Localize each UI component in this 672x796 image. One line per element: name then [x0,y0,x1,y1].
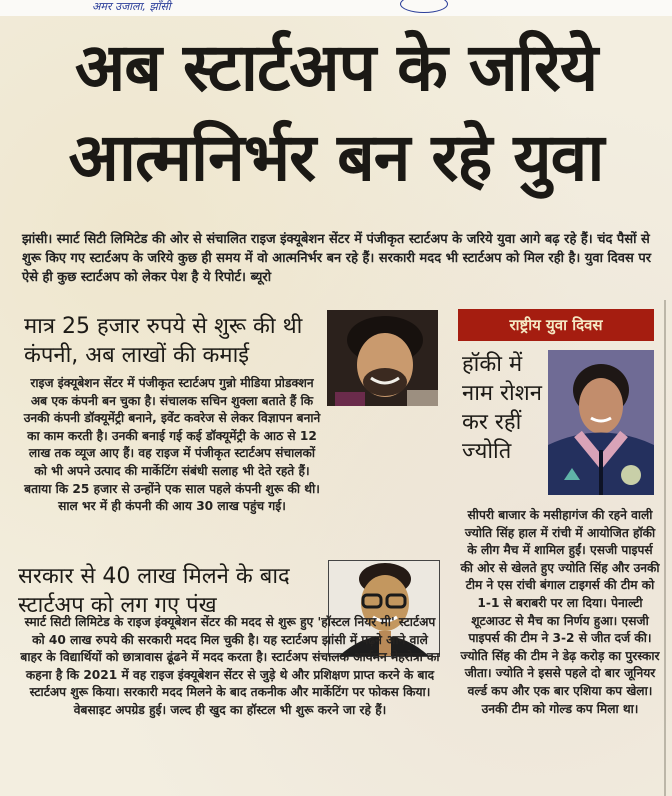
story-1-body: राइज इंक्यूबेशन सेंटर में पंजीकृत स्टार्टअप गुन्नो मीडिया प्रोडक्शन अब एक कंपनी बन चुका है। संचालक सचिन शुक्ला बताते हैं कि उनकी कंपनी डॉक्यूमेंट्री बनाने, इवेंट कवरेज से लेकर विज्ञापन बनाने का काम करती है। उनकी बनाई गई कई डॉक्यूमेंट्री के आठ से 12 लाख तक व्यूज आए हैं। वह राइज में पंजीकृत स्टार्टअप संचालकों को भी अपने उत्पाद की मार्केटिंग संबंधी सलाह भी देते रहते हैं। बताया कि 25 हजार से उन्होंने एक साल पहले कंपनी शुरू की थी। साल भर में ही कंपनी की आय 30 लाख पहुंच गई। [23,376,321,514]
person-portrait-icon [327,310,438,406]
sidebar-headline: हॉकी में नाम रोशन कर रहीं ज्योति [462,352,542,464]
sidebar-photo [548,350,654,495]
headline-line-2: आत्मनिर्भर बन रहे युवा [68,119,604,196]
intro-paragraph: झांसी। स्मार्ट सिटी लिमिटेड की ओर से संचालित राइज इंक्यूबेशन सेंटर में पंजीकृत स्टार्टअप के जरिये युवा आगे बढ़ रहे हैं। चंद पैसों से शुरू किए गए स्टार्टअप के जरिये कुछ ही समय में वो आत्मनिर्भर बन रहे हैं। सरकारी मदद भी स्टार्टअप को मिल रही है। युवा दिवस पर ऐसे ही कुछ स्टार्टअप को लेकर पेश है ये रिपोर्ट। ब्यूरो [22,232,652,285]
story-2-body: स्मार्ट सिटी लिमिटेड के राइज इंक्यूबेशन सेंटर की मदद से शुरू हुए 'हॉस्टल नियर मी' स्टार्टअप को 40 लाख रुपये की सरकारी मदद मिल चुकी है। यह स्टार्टअप झांसी में पढ़ने आने वाले बाहर के विद्यार्थियों को छात्रावास ढूंढने में मदद करता है। स्टार्टअप संचालक आर्यमन मेहरोत्रा का कहना है कि 2021 में वह राइज इंक्यूबेशन सेंटर से जुड़े थे और प्रशिक्षण प्राप्त करने के बाद स्टार्टअप शुरू किया। सरकारी मदद मिलने के बाद तकनीक और मार्केटिंग पर फोकस किया। वेबसाइट अपग्रेड हुई। जल्द ही खुद का हॉस्टल भी शुरू करने जा रहे हैं। [20,615,440,717]
story-1-photo [327,310,438,406]
section-badge: राष्ट्रीय युवा दिवस [458,309,654,341]
column-rule [664,300,666,796]
athlete-portrait-icon [548,350,654,495]
story-2-headline: सरकार से 40 लाख मिलने के बाद स्टार्टअप को लग गए पंख [18,564,290,618]
handwritten-circle-mark [400,0,448,13]
handwritten-note [0,0,672,16]
sidebar-body: सीपरी बाजार के मसीहागंज की रहने वाली ज्योति सिंह हाल में रांची में आयोजित हॉकी के लीग मैच में शामिल हुईं। एसजी पाइपर्स की ओर से खेलते हुए ज्योति सिंह और उनकी टीम ने एस रांची बंगाल टाइगर्स की टीम को 1-1 से बराबरी पर ला दिया। पेनाल्टी शूटआउट से मैच का निर्णय हुआ। एसजी पाइपर्स की टीम ने 3-2 से जीत दर्ज की। ज्योति सिंह की टीम ने डेढ़ करोड़ का पुरस्कार जीता। ज्योति ने इससे पहले दो बार जूनियर वर्ल्ड कप और एक बार एशिया कप खेला। उनकी टीम को गोल्ड कप मिला था। [460,508,660,716]
story-1-headline: मात्र 25 हजार रुपये से शुरू की थी कंपनी, अब लाखों की कमाई [24,314,303,368]
handwritten-note-text: अमर उजाला, झाँसी [92,0,171,13]
headline-line-1: अब स्टार्टअप के जरिये [74,29,598,106]
